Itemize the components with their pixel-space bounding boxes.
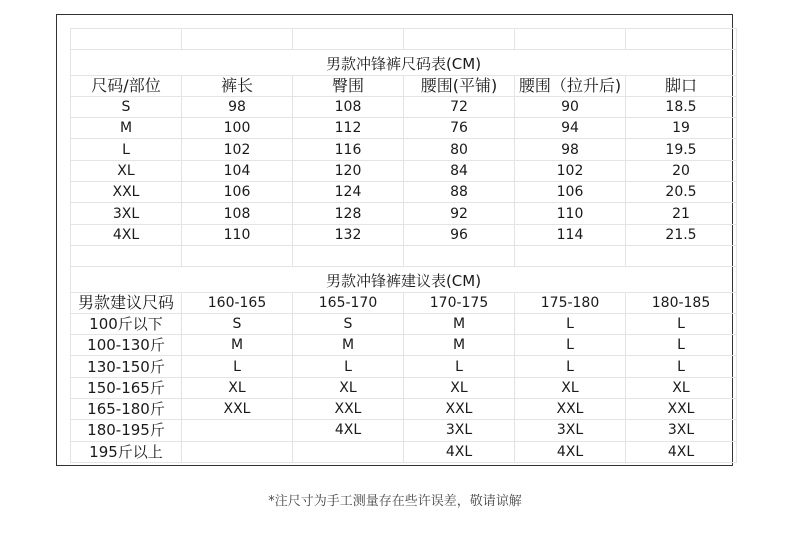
table2-weight-cell: 100-130斤: [71, 335, 182, 356]
table1-cell: 128: [293, 203, 404, 224]
table2-row: [71, 420, 737, 441]
table2-header-cell: 160-165: [182, 292, 293, 313]
table2-header-cell: 165-170: [293, 292, 404, 313]
table2-cell: M: [182, 335, 293, 356]
table2-header-cell: 180-185: [626, 292, 737, 313]
table2-weight-cell: 100斤以下: [71, 313, 182, 334]
table2-cell: M: [404, 335, 515, 356]
table2-cell: L: [626, 335, 737, 356]
table2-cell: L: [515, 313, 626, 334]
table1-cell: 112: [293, 118, 404, 139]
table1-cell: 94: [515, 118, 626, 139]
table1-header-row: [71, 75, 737, 96]
table2-row: [71, 335, 737, 356]
table2-weight-cell: 150-165斤: [71, 377, 182, 398]
table1-cell: L: [71, 139, 182, 160]
table1-cell: 102: [515, 160, 626, 181]
table1-header-cell: 臀围: [293, 75, 404, 96]
table1-cell: 4XL: [71, 224, 182, 245]
table1-cell: 21.5: [626, 224, 737, 245]
table2-row: [71, 399, 737, 420]
table2-weight-cell: 130-150斤: [71, 356, 182, 377]
table2-row: [71, 441, 737, 462]
table1-cell: 110: [515, 203, 626, 224]
table1-cell: 100: [182, 118, 293, 139]
table2-cell: S: [293, 313, 404, 334]
table1-row: [71, 160, 737, 181]
table2-row: [71, 356, 737, 377]
table2-weight-cell: 195斤以上: [71, 441, 182, 462]
table1-cell: 84: [404, 160, 515, 181]
table2-header-row: [71, 292, 737, 313]
table2-cell: 3XL: [404, 420, 515, 441]
table2-cell: [182, 441, 293, 462]
table1-cell: 106: [182, 182, 293, 203]
table1-cell: 116: [293, 139, 404, 160]
table2-cell: XL: [293, 377, 404, 398]
table1-cell: 92: [404, 203, 515, 224]
table2-cell: M: [293, 335, 404, 356]
table1-row: [71, 118, 737, 139]
table1-row: [71, 203, 737, 224]
table2-cell: L: [626, 313, 737, 334]
table2-title: 男款冲锋裤建议表(CM): [71, 267, 737, 292]
table2-header-cell: 175-180: [515, 292, 626, 313]
table1-cell: XXL: [71, 182, 182, 203]
table1-cell: 18.5: [626, 96, 737, 117]
size-chart-grid: [70, 28, 736, 463]
table2-cell: 3XL: [515, 420, 626, 441]
table2-cell: XXL: [515, 399, 626, 420]
table2-cell: [182, 420, 293, 441]
table2-cell: L: [182, 356, 293, 377]
table1-cell: S: [71, 96, 182, 117]
table1-cell: 21: [626, 203, 737, 224]
table1-cell: 88: [404, 182, 515, 203]
table1-cell: 114: [515, 224, 626, 245]
table1-cell: 104: [182, 160, 293, 181]
table2-cell: XXL: [182, 399, 293, 420]
table1-cell: 120: [293, 160, 404, 181]
table1-title-row: [71, 50, 737, 75]
blank-row: [71, 29, 737, 50]
table1-cell: 20.5: [626, 182, 737, 203]
table1-header-cell: 尺码/部位: [71, 75, 182, 96]
table2-weight-cell: 180-195斤: [71, 420, 182, 441]
footnote: *注尺寸为手工测量存在些许误差，敬请谅解: [268, 494, 522, 509]
table2-cell: L: [626, 356, 737, 377]
table1-cell: 108: [293, 96, 404, 117]
table2-cell: [293, 441, 404, 462]
table1-cell: 124: [293, 182, 404, 203]
table2-cell: L: [515, 356, 626, 377]
table2-header-cell: 170-175: [404, 292, 515, 313]
table2-cell: 4XL: [515, 441, 626, 462]
table1-cell: 19.5: [626, 139, 737, 160]
table1-row: [71, 96, 737, 117]
table2-cell: S: [182, 313, 293, 334]
table1-title: 男款冲锋裤尺码表(CM): [71, 50, 737, 75]
table2-row: [71, 377, 737, 398]
table1-cell: M: [71, 118, 182, 139]
table2-cell: XXL: [404, 399, 515, 420]
table1-cell: 102: [182, 139, 293, 160]
table2-cell: 4XL: [404, 441, 515, 462]
table1-cell: 80: [404, 139, 515, 160]
table1-header-cell: 裤长: [182, 75, 293, 96]
table1-cell: 98: [182, 96, 293, 117]
table2-row: [71, 313, 737, 334]
table1-header-cell: 腰围（拉升后): [515, 75, 626, 96]
table2-cell: XXL: [293, 399, 404, 420]
table1-cell: 108: [182, 203, 293, 224]
table1-header-cell: 腰围(平铺): [404, 75, 515, 96]
table2-cell: M: [404, 313, 515, 334]
table1-cell: 106: [515, 182, 626, 203]
table1-cell: 90: [515, 96, 626, 117]
table1-header-cell: 脚口: [626, 75, 737, 96]
table2-cell: XL: [626, 377, 737, 398]
table2-cell: 4XL: [293, 420, 404, 441]
table2-cell: 3XL: [626, 420, 737, 441]
table1-cell: 98: [515, 139, 626, 160]
table1-row: [71, 224, 737, 245]
table2-weight-cell: 165-180斤: [71, 399, 182, 420]
table1-cell: 3XL: [71, 203, 182, 224]
table2-cell: L: [404, 356, 515, 377]
table2-cell: L: [515, 335, 626, 356]
table2-header-cell: 男款建议尺码: [71, 292, 182, 313]
table2-cell: XL: [404, 377, 515, 398]
table1-cell: XL: [71, 160, 182, 181]
table2-cell: XL: [182, 377, 293, 398]
table1-cell: 76: [404, 118, 515, 139]
table1-cell: 19: [626, 118, 737, 139]
table1-cell: 96: [404, 224, 515, 245]
table1-cell: 20: [626, 160, 737, 181]
spacer-row: [71, 245, 737, 266]
top-banner-text: [0, 0, 790, 6]
table2-cell: XXL: [626, 399, 737, 420]
table1-cell: 110: [182, 224, 293, 245]
table1-row: [71, 139, 737, 160]
size-chart-table: [70, 28, 737, 463]
table1-cell: 132: [293, 224, 404, 245]
table1-row: [71, 182, 737, 203]
table2-cell: 4XL: [626, 441, 737, 462]
table2-cell: XL: [515, 377, 626, 398]
table2-cell: L: [293, 356, 404, 377]
table2-title-row: [71, 267, 737, 292]
table1-cell: 72: [404, 96, 515, 117]
